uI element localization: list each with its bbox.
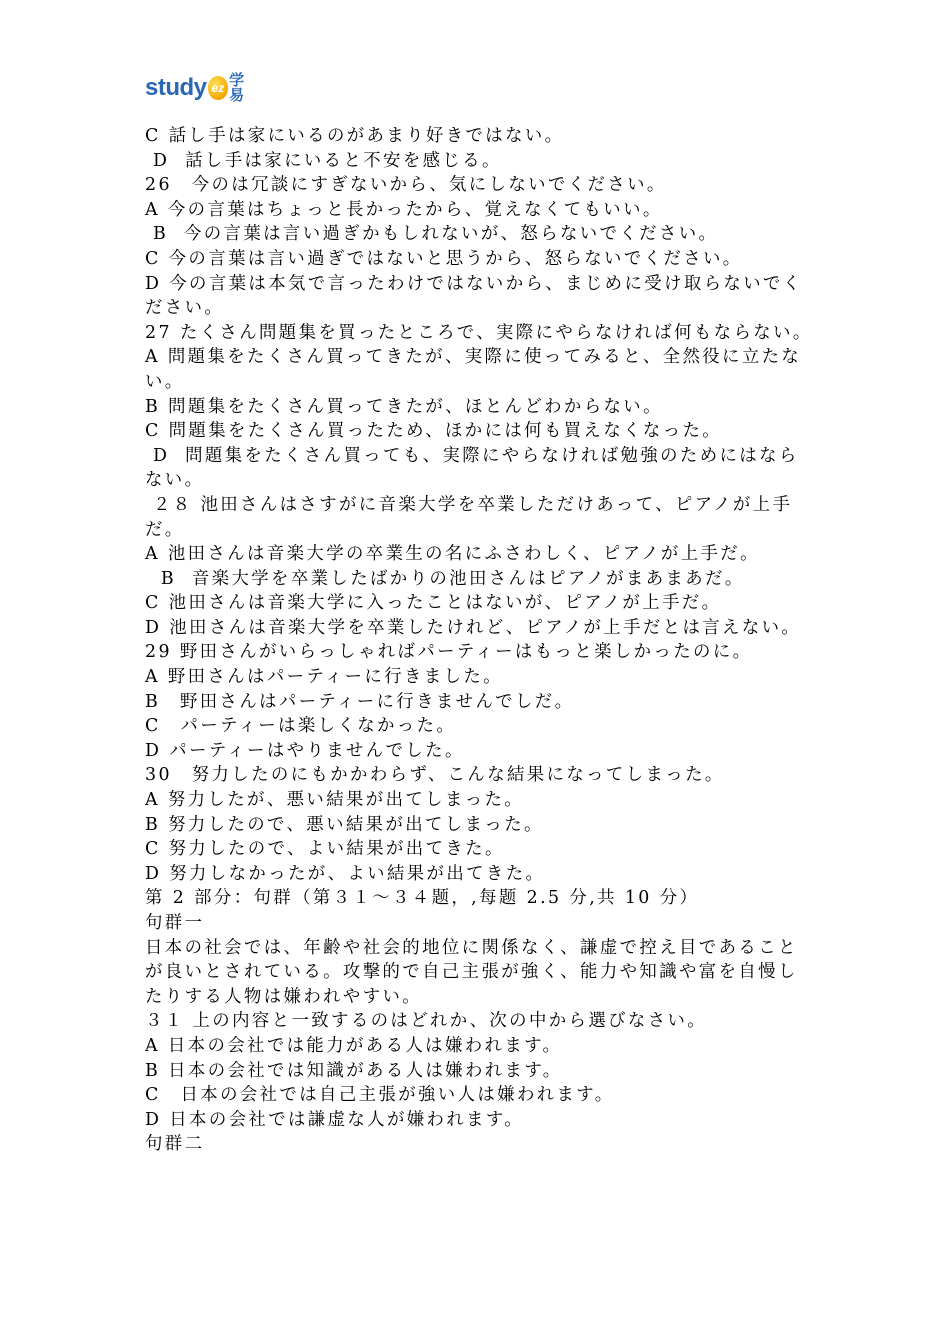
section-heading: 第 2 部分：句群（第３１～３４题，,每题 2.5 分,共 10 分） xyxy=(145,888,700,909)
option-line: A 今の言葉はちょっと長かったから、覚えなくてもいい。 xyxy=(145,199,663,220)
question-29: 29 野田さんがいらっしゃればパーティーはもっと楽しかったのに。 xyxy=(145,642,753,663)
text-line: C 話し手は家にいるのがあまり好きではない。 xyxy=(145,126,565,146)
option-line: A 問題集をたくさん買ってきたが、実際に使ってみると、全然役に立たない。 xyxy=(145,347,802,392)
option-line: D 日本の会社では謙虚な人が嫌われます。 xyxy=(145,1109,525,1130)
option-line: C 池田さんは音楽大学に入ったことはないが、ピアノが上手だ。 xyxy=(145,593,722,614)
option-line: C 日本の会社では自己主張が強い人は嫌われます。 xyxy=(145,1085,615,1106)
site-logo xyxy=(145,70,255,106)
option-line: A 日本の会社では能力がある人は嫌われます。 xyxy=(145,1035,563,1056)
text-line: D 話し手は家にいると不安を感じる。 xyxy=(145,150,502,171)
option-line: A 野田さんはパーティーに行きました。 xyxy=(145,667,503,688)
option-line: D パーティーはやりませんでした。 xyxy=(145,740,465,761)
logo-study-text: study xyxy=(145,74,207,101)
question-30: 30 努力したのにもかかわらず、こんな結果になってしまった。 xyxy=(145,765,725,786)
option-line: B 野田さんはパーティーに行きませんでしだ。 xyxy=(145,691,575,712)
option-line: B 日本の会社では知識がある人は嫌われます。 xyxy=(145,1060,563,1081)
option-line: D 池田さんは音楽大学を卒業したけれど、ピアノが上手だとは言えない。 xyxy=(145,617,802,638)
option-line: D 今の言葉は本気で言ったわけではないから、まじめに受け取らないでください。 xyxy=(145,273,803,319)
group-heading: 句群一 xyxy=(145,913,205,933)
option-line: D 努力しなかったが、よい結果が出てきた。 xyxy=(145,863,546,884)
question-31: ３１ 上の内容と一致するのはどれか、次の中から選びなさい。 xyxy=(145,1011,708,1032)
option-line: D 問題集をたくさん買っても、実際にやらなければ勉強のためにはならない。 xyxy=(145,445,799,491)
passage-paragraph: 日本の社会では、年齢や社会的地位に関係なく、謙虚で控え目であることが良いとされている。攻撃的で自己主張が強く、能力や知識や富を自慢したりする人物は嫌われやすい。 xyxy=(145,937,798,1007)
option-line: C 努力したので、よい結果が出てきた。 xyxy=(145,839,505,860)
option-line: C 今の言葉は言い過ぎではないと思うから、怒らないでください。 xyxy=(145,248,743,269)
option-line: A 努力したが、悪い結果が出てしまった。 xyxy=(145,790,525,811)
logo-xuexi-text: 学易 xyxy=(229,71,245,104)
option-line: A 池田さんは音楽大学の卒業生の名にふさわしく、ピアノが上手だ。 xyxy=(145,544,760,565)
option-line: C 問題集をたくさん買ったため、ほかには何も買えなくなった。 xyxy=(145,421,723,442)
question-28: ２８ 池田さんはさすがに音楽大学を卒業しただけあって、ピアノが上手だ。 xyxy=(145,494,793,540)
logo-ez-badge-icon: ez xyxy=(208,76,229,100)
document-body xyxy=(145,124,815,1157)
option-line: B 努力したので、悪い結果が出てしまった。 xyxy=(145,814,544,835)
group-heading: 句群二 xyxy=(145,1134,205,1155)
question-26: 26 今のは冗談にすぎないから、気にしないでください。 xyxy=(145,175,667,196)
question-27: 27 たくさん問題集を買ったところで、実際にやらなければ何もならない。 xyxy=(145,322,813,343)
option-line: B 今の言葉は言い過ぎかもしれないが、怒らないでください。 xyxy=(145,224,719,245)
option-line: C パーティーは楽しくなかった。 xyxy=(145,716,457,737)
option-line: B 音楽大学を卒業したばかりの池田さんはピアノがまあまあだ。 xyxy=(145,568,745,589)
option-line: B 問題集をたくさん買ってきたが、ほとんどわからない。 xyxy=(145,396,663,417)
